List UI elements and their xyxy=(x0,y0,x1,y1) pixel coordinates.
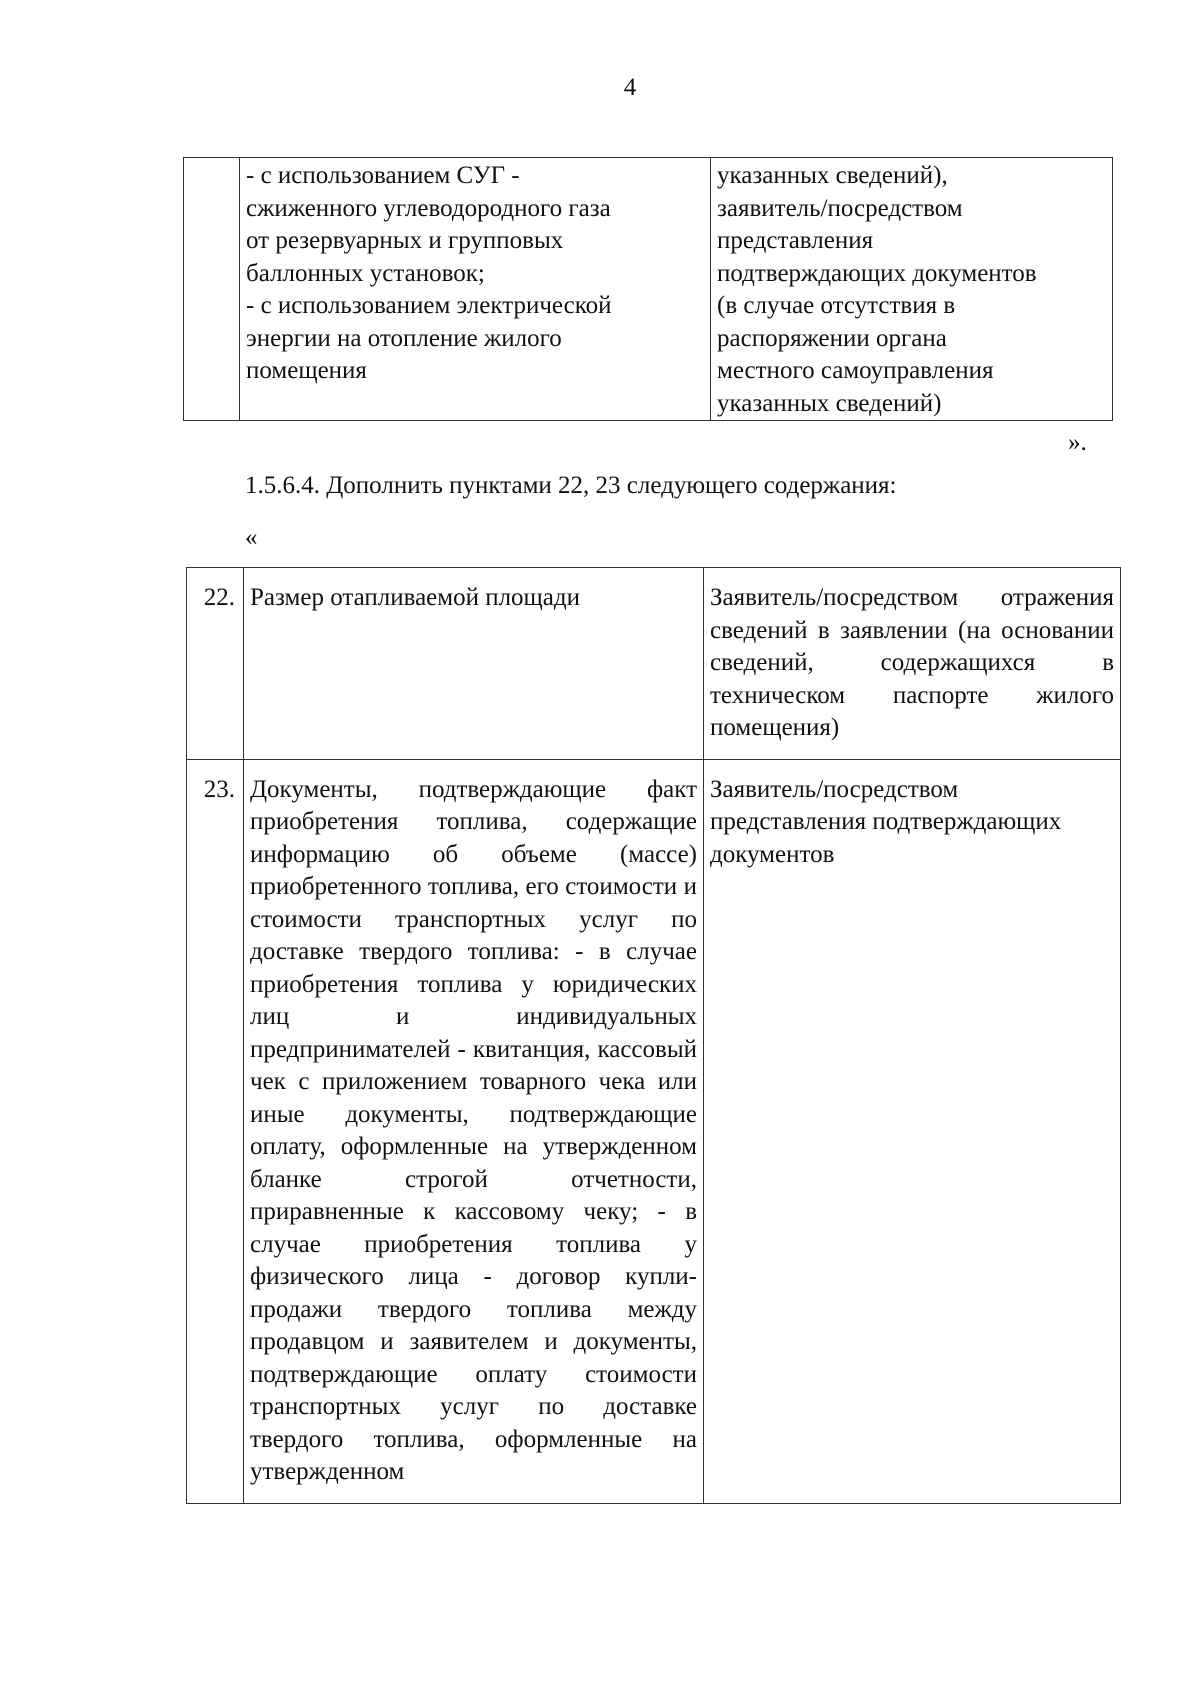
table-row xyxy=(187,759,1121,1503)
text-line: баллонных установок; xyxy=(246,259,485,287)
source-cell: Заявитель/посредством отражения сведений в заявлении (на основании сведений, содержащихся в техническом паспорте жилого помещения) xyxy=(704,568,1121,760)
text-line: указанных сведений), xyxy=(717,162,948,189)
description-cell xyxy=(240,158,711,421)
text-line: энергии на отопление жилого xyxy=(246,324,562,352)
text-line: сжиженного углеводородного газа xyxy=(246,194,611,222)
table-row xyxy=(187,568,1121,760)
description-cell: Размер отапливаемой площади xyxy=(244,568,704,760)
table-continuation xyxy=(183,157,1113,421)
text-line: указанных сведений) xyxy=(717,389,942,417)
text-line: подтверждающих документов xyxy=(717,259,1037,287)
text-line: (в случае отсутствия в xyxy=(717,292,956,319)
text-line: заявитель/посредством xyxy=(717,194,963,222)
instruction-paragraph: 1.5.6.4. Дополнить пунктами 22, 23 следующего содержания: xyxy=(245,472,897,499)
row-number-cell: 23. xyxy=(187,759,244,1503)
page-number: 4 xyxy=(623,74,637,101)
text-line: местного самоуправления xyxy=(717,357,994,384)
source-cell xyxy=(711,158,1113,421)
closing-quote: ». xyxy=(1068,429,1087,456)
text-line: распоряжении органа xyxy=(717,324,947,352)
table-new-items xyxy=(186,567,1121,1504)
description-cell: Документы, подтверждающие факт приобретения топлива, содержащие информацию об объеме (массе) приобретенного топлива, его стоимости и стоимости транспортных услуг по доставке твердого топлива: - в случае приобретения топлива у юридических лиц и индивидуальных предпринимателей - квитанция, кассовый чек с приложением товарного чека или иные документы, подтверждающие оплату, оформленные на утвержденном бланке строгой отчетности, приравненные к кассовому чеку; - в случае приобретения топлива у физического лица - договор купли-продажи твердого топлива между продавцом и заявителем и документы, подтверждающие оплату стоимости транспортных услуг по доставке твердого топлива, оформленные на утвержденном xyxy=(244,759,704,1503)
source-cell: Заявитель/посредством представления подтверждающих документов xyxy=(704,759,1121,1503)
text-line: - с использованием СУГ - xyxy=(246,162,520,189)
row-number-cell: 22. xyxy=(187,568,244,760)
text-line: от резервуарных и групповых xyxy=(246,227,564,254)
text-line: - с использованием электрической xyxy=(246,292,612,319)
opening-quote: « xyxy=(245,524,258,551)
table-row xyxy=(184,158,1113,421)
row-number-cell xyxy=(184,158,240,421)
text-line: помещения xyxy=(246,357,367,384)
text-line: представления xyxy=(717,227,874,254)
